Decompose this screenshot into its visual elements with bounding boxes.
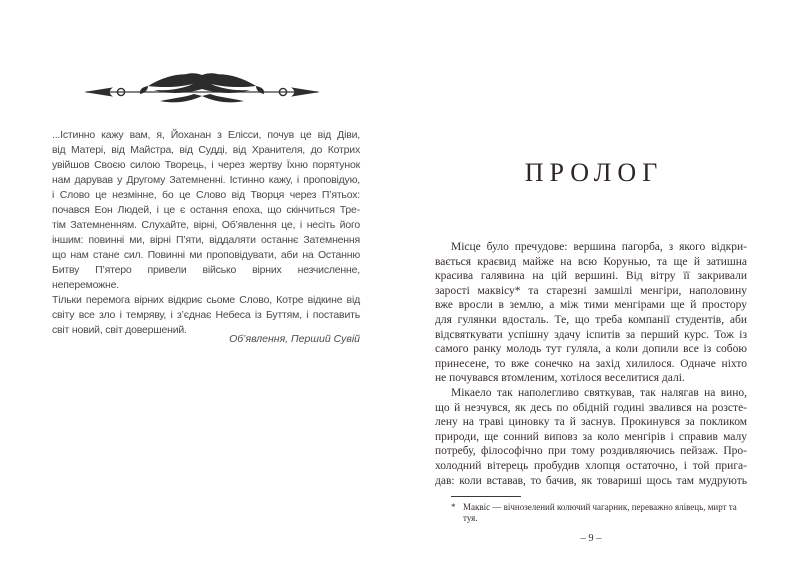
text-line: нам дарував у Другому Затемненні. Істинно кажу, і проповідую,	[52, 174, 360, 186]
text-line: Місце було пречудове: вершина пагорба, з якого відкри-	[451, 241, 747, 253]
text-line: Тільки перемога вірних відкриє сьоме Слово, Котре відкине від	[52, 294, 360, 306]
footnote-marker: *	[451, 502, 456, 512]
text-line: принесене, то вже сонечко на захід хилилося. Одначе ніхто	[435, 357, 747, 370]
text-line: природи, ще сонний виповз за коло менгірів і справив малу	[435, 430, 747, 443]
epigraph-attribution: Об’явлення, Перший Сувій	[229, 333, 360, 345]
text-line: лену на траві циновку та й заснув. Прокинувся за покликом	[435, 416, 747, 429]
footnote	[451, 496, 747, 524]
ornament-divider-icon	[82, 72, 322, 112]
footnote-text: Маквіс — вічнозелений колючий чагарник, переважно ялівець, мирт та туя.	[463, 502, 737, 523]
text-line: вається краєвид майже на всю Корунью, та ще й затишна	[435, 255, 747, 268]
text-line: від Матері, від Майстра, від Судді, від Хранителя, до Котрих	[52, 144, 360, 156]
text-line: не почувався втомленим, хотілося веселитися далі.	[435, 372, 685, 385]
right-page	[400, 0, 800, 580]
text-line: красива галявина на цій вершині. Від вітру її закривали	[435, 270, 747, 283]
paragraph	[435, 386, 747, 488]
text-line: що й незчувся, як десь по обідній годині звалився на розсте-	[435, 401, 747, 414]
body-text	[435, 240, 747, 488]
text-line: почався Еон Людей, і це є остання епоха, що скінчиться Тре-	[52, 204, 360, 216]
text-line: Битву П’ятеро привели військо вірних незчисленне, непереможне.	[52, 264, 360, 291]
footnote-rule	[451, 496, 521, 497]
text-line: холодний вітерець пробудив хлопця остаточно, і той прига-	[435, 459, 747, 472]
epigraph	[52, 128, 360, 338]
text-line: зарості маквісу* та старезні замшілі менгіри, наполовину	[435, 284, 747, 297]
page-number: – 9 –	[580, 533, 602, 544]
text-line: увійшов Своєю силою Творець, і через жертву Їхню порятунок	[52, 159, 360, 171]
text-line: світ новий, світ довершений.	[52, 324, 187, 336]
text-line: Мікаело так наполегливо святкував, так налягав на вино,	[451, 386, 747, 399]
text-line: і Слово це незмінне, бо це Слово від Творця через П’ятьох:	[52, 189, 360, 201]
text-line: вже вросли в землю, а між тими менгірами ще й простору	[435, 299, 747, 312]
text-line: світу все зло і темряву, і з’єднає Небеса із Буттям, і поставить	[52, 309, 360, 321]
text-line: тім Затемненням. Слухайте, вірні, Об’явлення це, і несіть його	[52, 219, 360, 231]
text-line: ...Істинно кажу вам, я, Йоханан з Елісси, почув це від Діви,	[52, 129, 360, 141]
text-line: що нам стане сил. Повинні ми проповідувати, аби на Останню	[52, 249, 360, 261]
paragraph	[435, 240, 747, 386]
text-line: дав: коли вставав, то бачив, як товариші щось там мудрують	[435, 474, 747, 487]
text-line: іншим: повинні ми, вірні П’яти, віддаляти останнє Затемнення	[52, 234, 360, 246]
chapter-title: ПРОЛОГ	[524, 158, 664, 187]
text-line: для гулянки вдосталь. Те, що треба компанії студентів, аби	[435, 313, 747, 326]
text-line: самого ранку молодь тут гуляла, а коли допили все із собою	[435, 343, 747, 356]
text-line: відсвяткувати успішну здачу іспитів за перший курс. Тож із	[435, 328, 747, 341]
text-line: потребу, філософічно при тому роздивляючись пейзаж. Про-	[435, 445, 747, 458]
